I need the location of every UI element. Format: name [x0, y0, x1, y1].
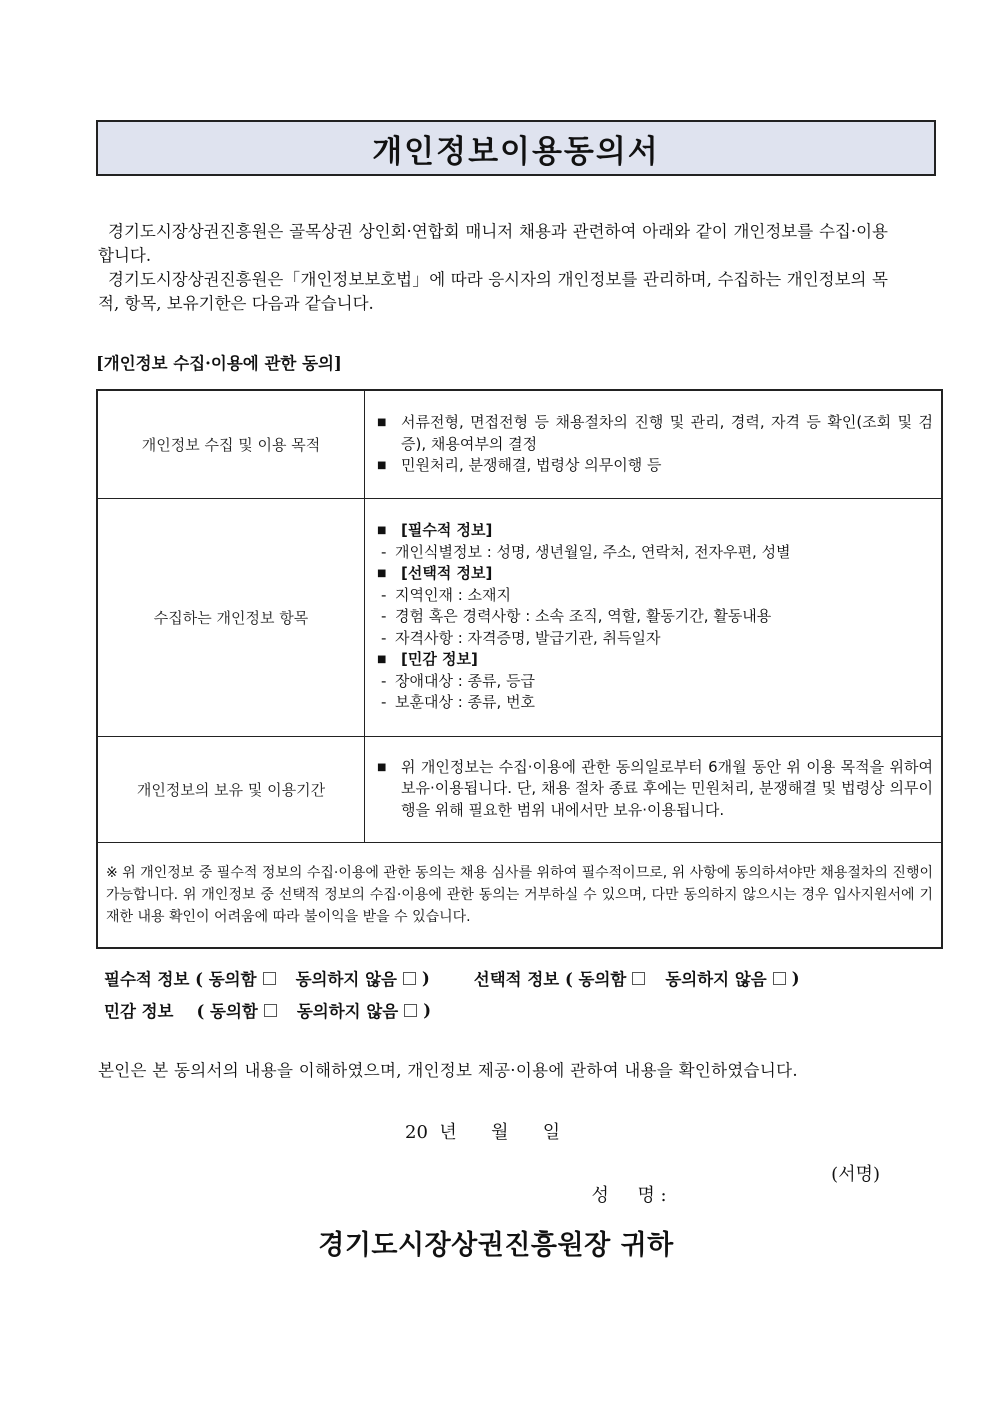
- list-item: - 장애대상 : 종류, 등급: [381, 671, 536, 690]
- bullet-icon: ■: [377, 460, 387, 471]
- section-heading: [개인정보 수집·이용에 관한 동의]: [96, 354, 342, 373]
- table-row-purpose: [97, 390, 942, 498]
- list-item: ■ 서류전형, 면접전형 등 채용절차의 진행 및 관리, 경력, 자격 등 확인(조회 및 검증), 채용여부의 결정: [375, 412, 933, 455]
- table-row-retention: [97, 736, 942, 842]
- intro-paragraph-1: 경기도시장상권진흥원은 골목상권 상인회·연합회 매니저 채용과 관련하여 아래와 같이 개인정보를 수집·이용합니다.: [98, 222, 888, 265]
- optional-agree-checkbox[interactable]: [632, 972, 645, 985]
- table-row-items: [97, 498, 942, 736]
- date-line: 20 년 월 일: [405, 1122, 561, 1143]
- purpose-label: 개인정보 수집 및 이용 목적: [97, 390, 365, 498]
- list-item: - 개인식별정보 : 성명, 생년월일, 주소, 연락처, 전자우편, 성별: [381, 542, 791, 561]
- required-disagree-checkbox[interactable]: [403, 972, 416, 985]
- list-item: ■ [민감 정보]: [375, 649, 933, 671]
- document-title-box: [96, 120, 936, 176]
- document-title: 개인정보이용동의서: [372, 133, 660, 170]
- optional-disagree-checkbox[interactable]: [773, 972, 786, 985]
- list-item: ■ 민원처리, 분쟁해결, 법령상 의무이행 등: [375, 455, 933, 477]
- retention-label: 개인정보의 보유 및 이용기간: [97, 736, 365, 842]
- purpose-content: [365, 390, 943, 498]
- list-item: - 자격사항 : 자격증명, 발급기관, 취득일자: [381, 628, 661, 647]
- bullet-icon: ■: [377, 654, 387, 666]
- bullet-icon: ■: [377, 417, 387, 428]
- sensitive-disagree-checkbox[interactable]: [404, 1004, 417, 1017]
- bullet-icon: ■: [377, 525, 387, 537]
- signature-line: [580, 1160, 880, 1228]
- intro-text: [98, 220, 888, 316]
- retention-content: [365, 736, 943, 842]
- list-item: - 경험 혹은 경력사항 : 소속 조직, 역할, 활동기간, 활동내용: [381, 607, 772, 626]
- list-item: - 지역인재 : 소재지: [381, 585, 512, 604]
- sensitive-agree-checkbox[interactable]: [264, 1004, 277, 1017]
- agreement-row-2: 민감 정보 ( 동의함 동의하지 않음 ): [104, 1000, 432, 1021]
- table-row-note: [97, 842, 942, 948]
- items-content: [365, 498, 943, 736]
- list-item: ■ [필수적 정보]: [375, 520, 933, 542]
- items-label: 수집하는 개인정보 항목: [97, 498, 365, 736]
- name-label: 성 명 :: [591, 1185, 667, 1206]
- list-item: ■ 위 개인정보는 수집·이용에 관한 동의일로부터 6개월 동안 위 이용 목적을 위하여 보유·이용됩니다. 단, 채용 절차 종료 후에는 민원처리, 분쟁해결 및 법령상 의무이행을 위해 필요한 범위 내에서만 보유·이용됩니다.: [375, 757, 933, 822]
- signature-placeholder: (서명): [831, 1164, 880, 1185]
- bullet-icon: ■: [377, 761, 387, 773]
- bullet-icon: ■: [377, 568, 387, 580]
- agreement-row-1: 필수적 정보 ( 동의함 동의하지 않음 ) 선택적 정보 ( 동의함 동의하지 않음 ): [104, 968, 800, 989]
- confirmation-statement: 본인은 본 동의서의 내용을 이해하였으며, 개인정보 제공·이용에 관하여 내용을 확인하였습니다.: [98, 1061, 798, 1080]
- list-item: - 보훈대상 : 종류, 번호: [381, 693, 536, 712]
- agreement-checkboxes: [104, 962, 800, 1026]
- consent-note: ※ 위 개인정보 중 필수적 정보의 수집·이용에 관한 동의는 채용 심사를 위하여 필수적이므로, 위 사항에 동의하셔야만 채용절차의 진행이 가능합니다. 위 개인정보 중 선택적 정보의 수집·이용에 관한 동의는 거부하실 수 있으며, 다만 동의하지 않으시는 경우 입사지원서에 기재한 내용 확인이 어려움에 따라 불이익을 받을 수 있습니다.: [97, 842, 942, 948]
- list-item: ■ [선택적 정보]: [375, 563, 933, 585]
- required-agree-checkbox[interactable]: [263, 972, 276, 985]
- addressee: 경기도시장상권진흥원장 귀하: [318, 1230, 674, 1261]
- intro-paragraph-2: 경기도시장상권진흥원은「개인정보보호법」에 따라 응시자의 개인정보를 관리하며, 수집하는 개인정보의 목적, 항목, 보유기한은 다음과 같습니다.: [98, 270, 888, 313]
- consent-table: [96, 389, 943, 949]
